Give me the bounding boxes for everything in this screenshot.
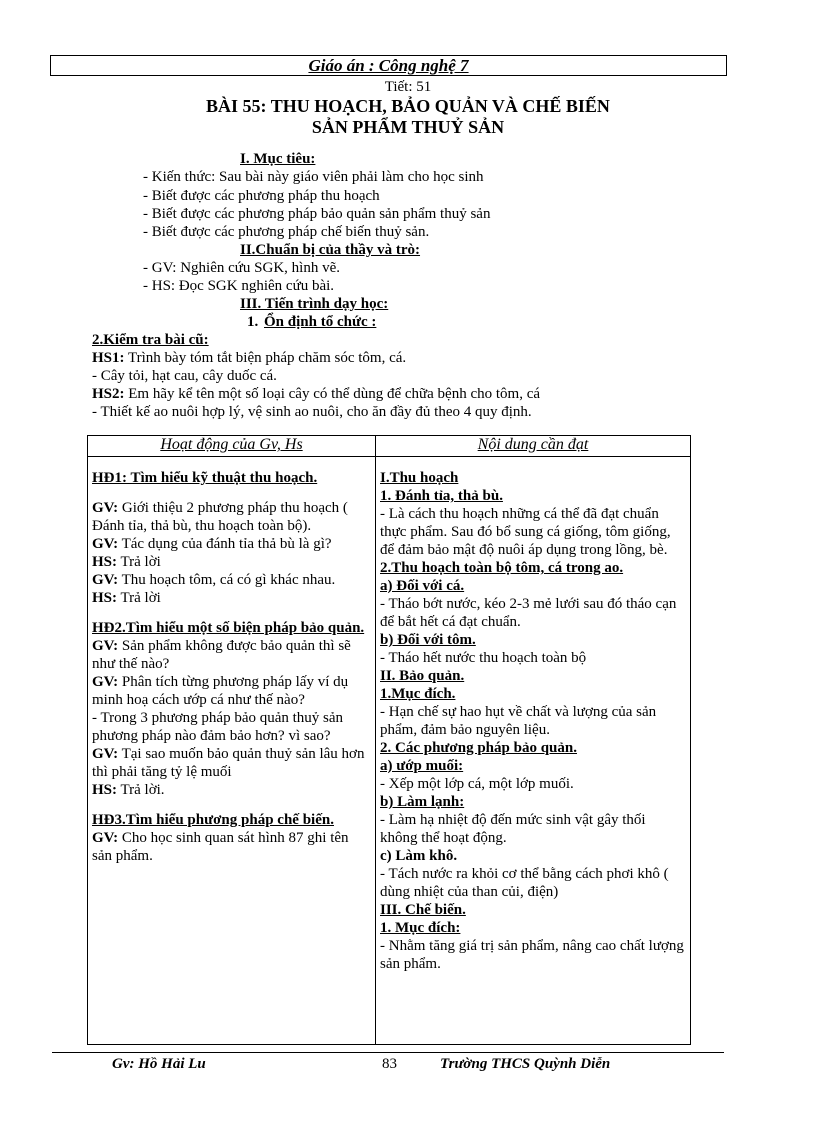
footer-page-number: 83 xyxy=(382,1056,397,1072)
content-subheading: 1.Mục đích. xyxy=(380,686,456,702)
activity-gv: GV: Sản phẩm không được bảo quản thì sẽ như thế nào? xyxy=(92,638,351,672)
step1-label: Ổn định tổ chức : xyxy=(264,314,377,330)
content-text: - Xếp một lớp cá, một lớp muối. xyxy=(380,776,574,792)
objective-item: - Kiến thức: Sau bài này giáo viên phải làm cho học sinh xyxy=(143,169,484,185)
review-answer1: - Cây tỏi, hạt cau, cây duốc cá. xyxy=(92,368,277,384)
content-section-heading: II. Bảo quản. xyxy=(380,668,465,684)
activity-gv: GV: Cho học sinh quan sát hình 87 ghi tên sản phẩm. xyxy=(92,830,349,864)
activity-heading-1: HĐ1: Tìm hiểu kỹ thuật thu hoạch. xyxy=(92,470,318,486)
content-text: - Làm hạ nhiệt độ đến mức sinh vật gây thối không thể hoạt động. xyxy=(380,812,646,846)
content-subheading: 1. Mục đích: xyxy=(380,920,461,936)
footer-school: Trường THCS Quỳnh Diễn xyxy=(440,1056,611,1072)
activities-cell xyxy=(88,457,376,1045)
activity-gv: GV: Thu hoạch tôm, cá có gì khác nhau. xyxy=(92,572,336,588)
objective-item: - Biết được các phương pháp chế biến thuỷ sản. xyxy=(143,224,430,240)
lesson-period: Tiết: 51 xyxy=(384,79,432,95)
content-subheading: a) ướp muối: xyxy=(380,758,464,774)
content-text: - Tháo bớt nước, kéo 2-3 mẻ lưới sau đó tháo cạn để bắt hết cá đạt chuẩn. xyxy=(380,596,677,630)
content-subheading: c) Làm khô. xyxy=(380,848,458,864)
document-header xyxy=(50,55,727,76)
activity-note: - Trong 3 phương pháp bảo quản thuỷ sản phương pháp nào đảm bảo hơn? vì sao? xyxy=(92,710,344,744)
review-answer2: - Thiết kế ao nuôi hợp lý, vệ sinh ao nuôi, cho ăn đầy đủ theo 4 quy định. xyxy=(92,404,532,420)
content-text: - Tách nước ra khỏi cơ thể bằng cách phơi khô ( dùng nhiệt của than củi, điện) xyxy=(380,866,669,900)
activity-gv: GV: Tác dụng của đánh tỉa thả bù là gì? xyxy=(92,536,332,552)
content-subheading: 1. Đánh tỉa, thả bù. xyxy=(380,488,503,504)
column-header-activities: Hoạt động của Gv, Hs xyxy=(88,436,376,457)
content-section-heading: I.Thu hoạch xyxy=(380,470,459,486)
column-header-content: Nội dung cần đạt xyxy=(376,436,691,457)
footer-rule xyxy=(52,1052,724,1053)
content-text: - Là cách thu hoạch những cá thể đã đạt chuẩn thực phẩm. Sau đó bổ sung cá giống, tôm giống, để đảm bảo mật độ nuôi áp dụng trong lồng, bè. xyxy=(380,506,671,558)
footer-teacher: Gv: Hồ Hải Lu xyxy=(112,1056,206,1072)
content-subheading: 2. Các phương pháp bảo quản. xyxy=(380,740,577,756)
activity-heading-2: HĐ2.Tìm hiểu một số biện pháp bảo quản. xyxy=(92,620,365,636)
content-text: - Tháo hết nước thu hoạch toàn bộ xyxy=(380,650,587,666)
process-heading: III. Tiến trình dạy học: xyxy=(240,296,389,312)
content-section-heading: III. Chế biến. xyxy=(380,902,466,918)
content-text: - Nhằm tăng giá trị sản phẩm, nâng cao chất lượng sản phẩm. xyxy=(380,938,684,972)
activity-gv: GV: Tại sao muốn bảo quản thuỷ sản lâu hơn thì phải tăng tỷ lệ muối xyxy=(92,746,365,780)
activity-hs: HS: Trả lời xyxy=(92,554,161,570)
objective-item: - Biết được các phương pháp thu hoạch xyxy=(143,188,380,204)
objective-item: - Biết được các phương pháp bảo quản sản phẩm thuỷ sản xyxy=(143,206,491,222)
activity-hs: HS: Trả lời. xyxy=(92,782,165,798)
content-subheading: 2.Thu hoạch toàn bộ tôm, cá trong ao. xyxy=(380,560,624,576)
activity-heading-3: HĐ3.Tìm hiểu phương pháp chế biến. xyxy=(92,812,334,828)
content-cell xyxy=(376,457,691,1045)
preparation-item: - HS: Đọc SGK nghiên cứu bài. xyxy=(143,278,335,294)
activity-gv: GV: Giới thiệu 2 phương pháp thu hoạch ( Đánh tỉa, thả bù, thu hoạch toàn bộ). xyxy=(92,500,348,534)
preparation-heading: II.Chuẩn bị của thầy và trò: xyxy=(240,242,421,258)
preparation-item: - GV: Nghiên cứu SGK, hình vẽ. xyxy=(143,260,340,276)
activity-hs: HS: Trả lời xyxy=(92,590,161,606)
review-heading: 2.Kiểm tra bài cũ: xyxy=(92,332,209,348)
review-hs2: HS2: Em hãy kể tên một số loại cây có thể dùng để chữa bệnh cho tôm, cá xyxy=(92,386,541,402)
step1-number: 1. xyxy=(247,314,259,330)
content-subheading: b) Làm lạnh: xyxy=(380,794,465,810)
lesson-table xyxy=(87,435,691,1045)
content-subheading: a) Đối với cá. xyxy=(380,578,465,594)
objectives-heading: I. Mục tiêu: xyxy=(240,151,316,167)
lesson-title-line2: SẢN PHẨM THUỶ SẢN xyxy=(311,117,505,137)
content-subheading: b) Đối với tôm. xyxy=(380,632,476,648)
content-text: - Hạn chế sự hao hụt về chất và lượng của sản phẩm, đảm bảo nguyên liệu. xyxy=(380,704,657,738)
header-title: Giáo án : Công nghệ 7 xyxy=(308,56,469,75)
lesson-title-line1: BÀI 55: THU HOẠCH, BẢO QUẢN VÀ CHẾ BIẾN xyxy=(206,96,610,116)
activity-gv: GV: Phân tích từng phương pháp lấy ví dụ minh hoạ cách ướp cá như thế nào? xyxy=(92,674,349,708)
review-hs1: HS1: Trình bày tóm tắt biện pháp chăm sóc tôm, cá. xyxy=(92,350,407,366)
